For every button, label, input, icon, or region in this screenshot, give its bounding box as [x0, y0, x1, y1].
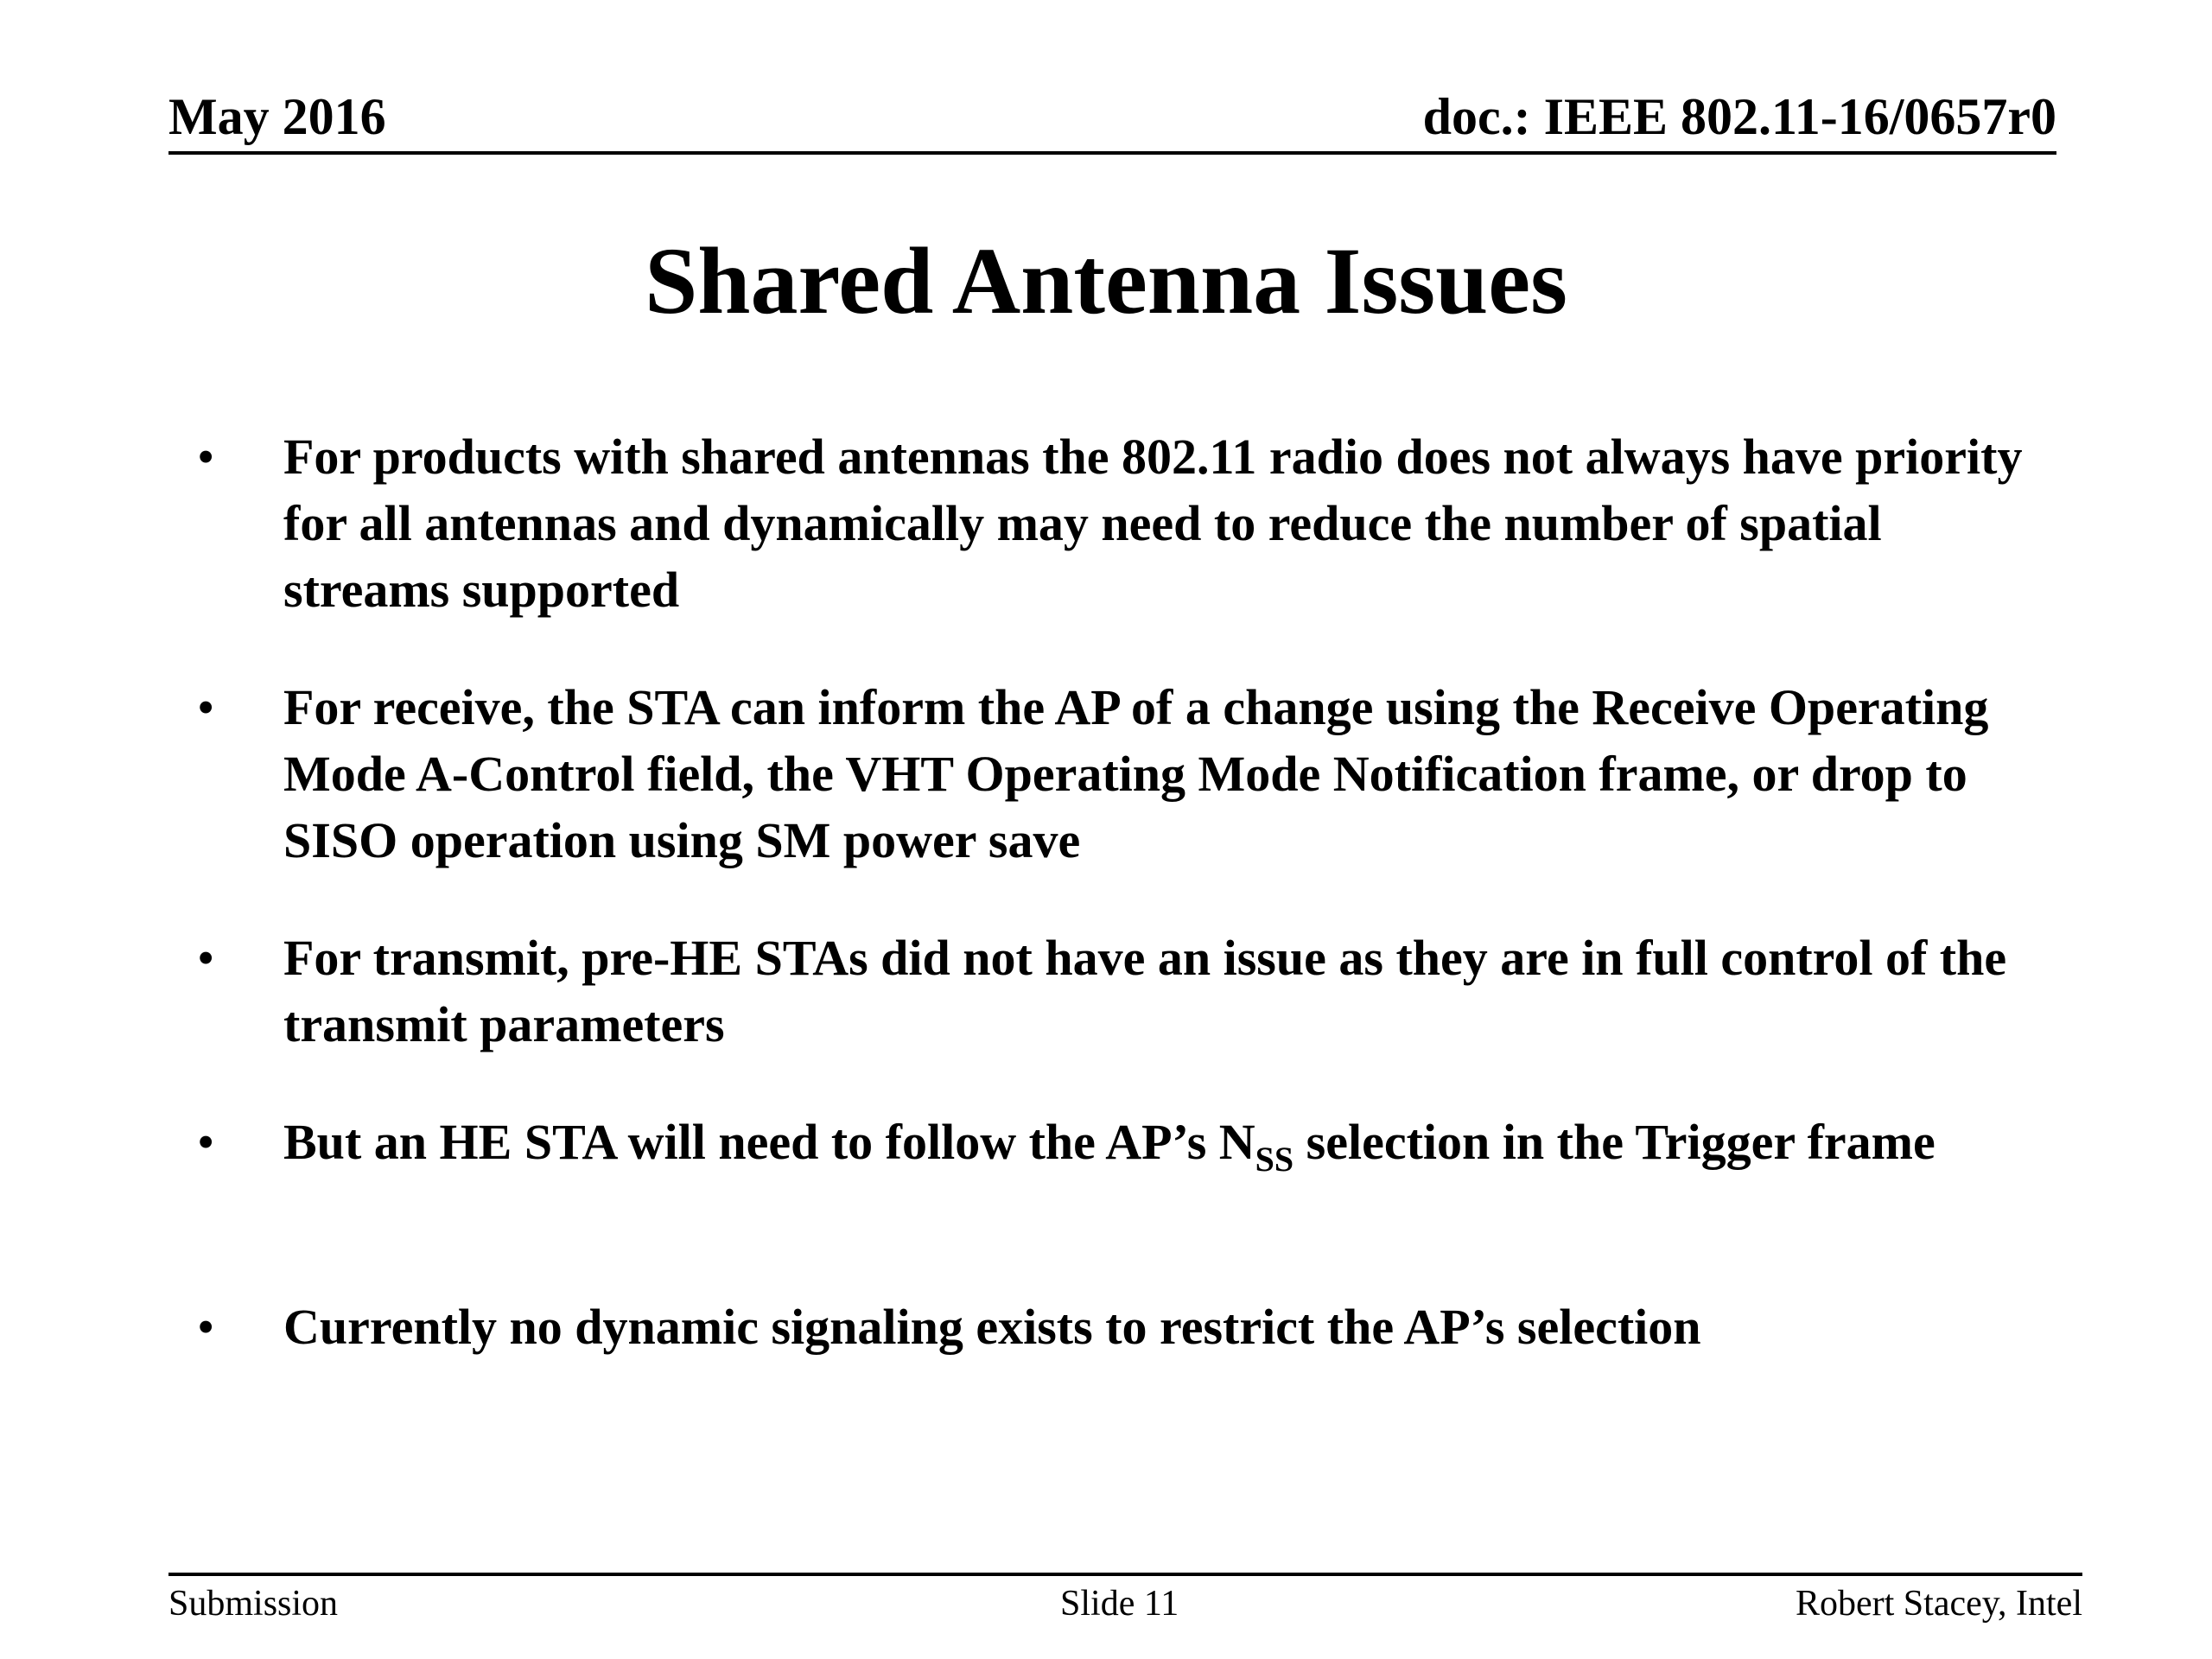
- bullet-dot: •: [197, 429, 215, 485]
- bullet-text: For transmit, pre-HE STAs did not have an issue as they are in full control of the transmit parameters: [283, 930, 2007, 1052]
- footer-author: Robert Stacey, Intel: [1795, 1584, 2082, 1624]
- bullet-dot: •: [197, 1114, 215, 1170]
- header-date: May 2016: [168, 88, 386, 145]
- bullet-text: [283, 1109, 2055, 1179]
- bullet-item: [197, 1294, 2055, 1360]
- bullet-item: [197, 674, 2055, 874]
- bullet-item: [197, 423, 2055, 623]
- bullet-text: Currently no dynamic signaling exists to restrict the AP’s selection: [283, 1299, 1701, 1355]
- slide-footer: [168, 1573, 2082, 1628]
- bullet-text: For products with shared antennas the 802.11 radio does not always have priority for all antennas and dynamically may need to reduce the number of spatial streams supported: [283, 429, 2023, 618]
- footer-slide-number: Slide 11: [1060, 1584, 1179, 1624]
- header-doc-id: doc.: IEEE 802.11-16/0657r0: [1422, 88, 2056, 145]
- bullet-item: [197, 925, 2055, 1058]
- bullet-text-after: selection in the Trigger frame: [1294, 1114, 1936, 1170]
- bullet-text: For receive, the STA can inform the AP of a change using the Receive Operating Mode A-Control field, the VHT Operating Mode Notification frame, or drop to SISO operation using SM power save: [283, 679, 1989, 868]
- bullet-item: [197, 1109, 2055, 1179]
- bullet-text-before: But an HE STA will need to follow the AP’s N: [283, 1114, 1255, 1170]
- slide-title: Shared Antenna Issues: [645, 228, 1567, 334]
- bullet-dot: •: [197, 1299, 215, 1355]
- nss-subscript: SS: [1255, 1140, 1294, 1179]
- bullet-dot: •: [197, 679, 215, 735]
- bullet-dot: •: [197, 930, 215, 986]
- footer-submission: Submission: [168, 1584, 339, 1624]
